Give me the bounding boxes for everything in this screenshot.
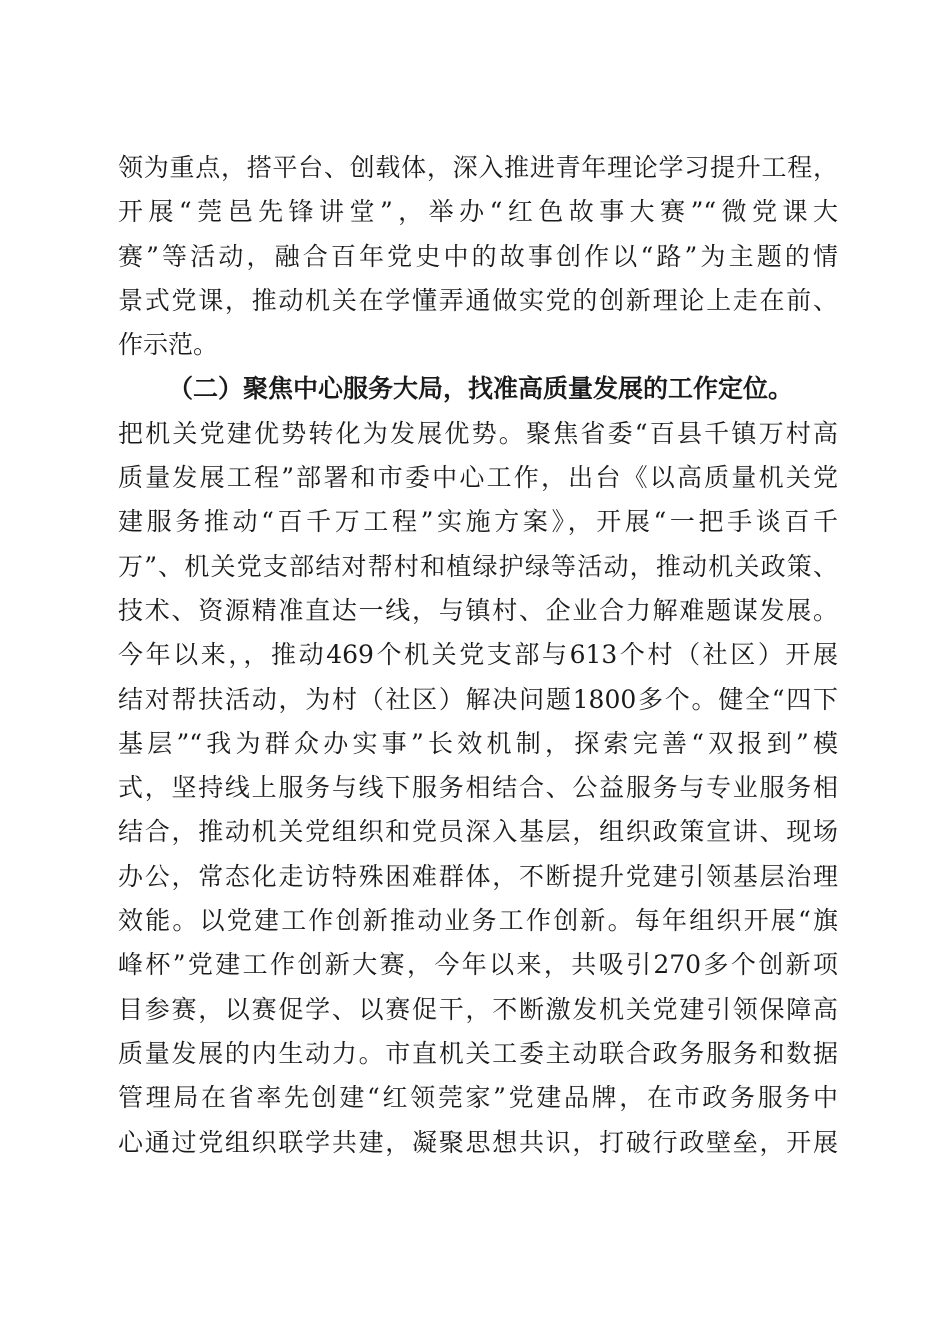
text-line: 目参赛，以赛促学、以赛促干，不断激发机关党建引领保障高 [118, 994, 838, 1024]
text-line: 式，坚持线上服务与线下服务相结合、公益服务与专业服务相 [118, 773, 838, 803]
text-line: 心通过党组织联学共建，凝聚思想共识，打破行政壁垒，开展 [118, 1127, 838, 1157]
text-line: 作示范。 [118, 330, 219, 360]
text-line: 效能。以党建工作创新推动业务工作创新。每年组织开展“旗 [118, 906, 838, 936]
text-line: 质量发展的内生动力。市直机关工委主动联合政务服务和数据 [118, 1038, 838, 1068]
text-line: 结合，推动机关党组织和党员深入基层，组织政策宣讲、现场 [118, 817, 838, 847]
text-line: 景式党课，推动机关在学懂弄通做实党的创新理论上走在前、 [118, 285, 838, 315]
text-line: 技术、资源精准直达一线，与镇村、企业合力解难题谋发展。 [118, 595, 838, 625]
text-line: 赛”等活动，融合百年党史中的故事创作以“路”为主题的情 [118, 241, 838, 271]
text-line: 万”、机关党支部结对帮村和植绿护绿等活动，推动机关政策、 [118, 551, 838, 581]
text-line: 领为重点，搭平台、创载体，深入推进青年理论学习提升工程， [118, 153, 838, 182]
text-line: 建服务推动“百千万工程”实施方案》，开展“一把手谈百千 [118, 507, 838, 537]
text-line: 质量发展工程”部署和市委中心工作，出台《以高质量机关党 [118, 463, 838, 493]
text-line: 办公，常态化走访特殊困难群体，不断提升党建引领基层治理 [118, 861, 838, 891]
section-heading: （二）聚焦中心服务大局，找准高质量发展的工作定位。 [168, 374, 794, 404]
body-text [118, 146, 838, 1165]
text-line: 开展“莞邑先锋讲堂”，举办“红色故事大赛”“微党课大 [118, 197, 838, 227]
text-line: 今年以来，，推动469个机关党支部与613个村（社区）开展 [118, 640, 838, 670]
text-line: 结对帮扶活动，为村（社区）解决问题1800多个。健全“四下 [118, 684, 838, 714]
text-line: 基层”“我为群众办实事”长效机制，探索完善“双报到”模 [118, 728, 838, 758]
text-line: 管理局在省率先创建“红领莞家”党建品牌，在市政务服务中 [118, 1083, 838, 1113]
text-line: 峰杯”党建工作创新大赛，今年以来，共吸引270多个创新项 [118, 950, 838, 980]
text-line: 把机关党建优势转化为发展优势。聚焦省委“百县千镇万村高 [118, 418, 838, 448]
